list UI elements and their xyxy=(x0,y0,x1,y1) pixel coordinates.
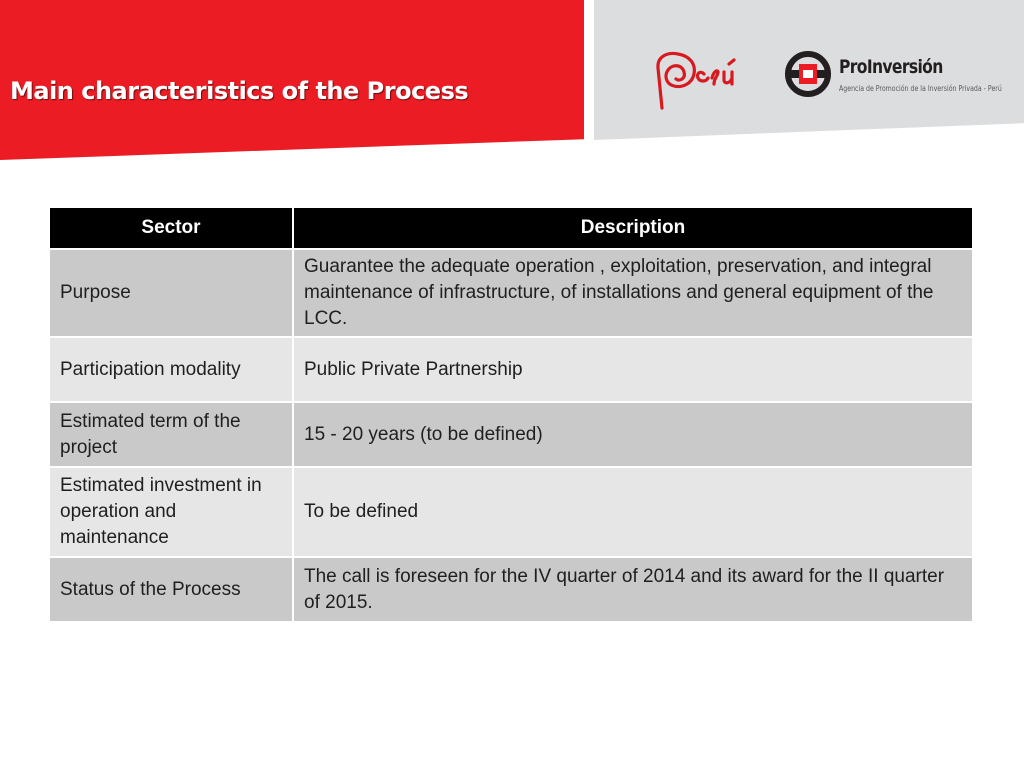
proinversion-logo xyxy=(784,50,1004,100)
proinversion-tagline: Agencia de Promoción de la Inversión Privada - Perú xyxy=(839,84,1002,93)
proinversion-name: ProInversión xyxy=(839,56,943,78)
cell-sector: Estimated investment in operation and maintenance xyxy=(49,467,293,557)
table-row xyxy=(49,402,973,467)
table-row xyxy=(49,467,973,557)
cell-description: The call is foreseen for the IV quarter of 2014 and its award for the II quarter of 2015. xyxy=(293,557,973,622)
table-row xyxy=(49,249,973,337)
proinversion-mark-icon xyxy=(784,50,832,98)
cell-sector: Participation modality xyxy=(49,337,293,402)
cell-sector: Purpose xyxy=(49,249,293,337)
cell-description: 15 - 20 years (to be defined) xyxy=(293,402,973,467)
slide-title: Main characteristics of the Process xyxy=(10,77,469,105)
table-row xyxy=(49,337,973,402)
process-characteristics-table xyxy=(48,206,974,623)
cell-description: Guarantee the adequate operation , exploitation, preservation, and integral maintenance of infrastructure, of installations and general equipment of the LCC. xyxy=(293,249,973,337)
cell-description: To be defined xyxy=(293,467,973,557)
peru-brand-logo xyxy=(652,48,758,112)
peru-wordmark: Perú xyxy=(712,108,715,109)
cell-sector: Estimated term of the project xyxy=(49,402,293,467)
cell-sector: Status of the Process xyxy=(49,557,293,622)
cell-description: Public Private Partnership xyxy=(293,337,973,402)
table-header-row xyxy=(49,207,973,249)
column-header-sector: Sector xyxy=(49,207,293,249)
table-row xyxy=(49,557,973,622)
column-header-description: Description xyxy=(293,207,973,249)
